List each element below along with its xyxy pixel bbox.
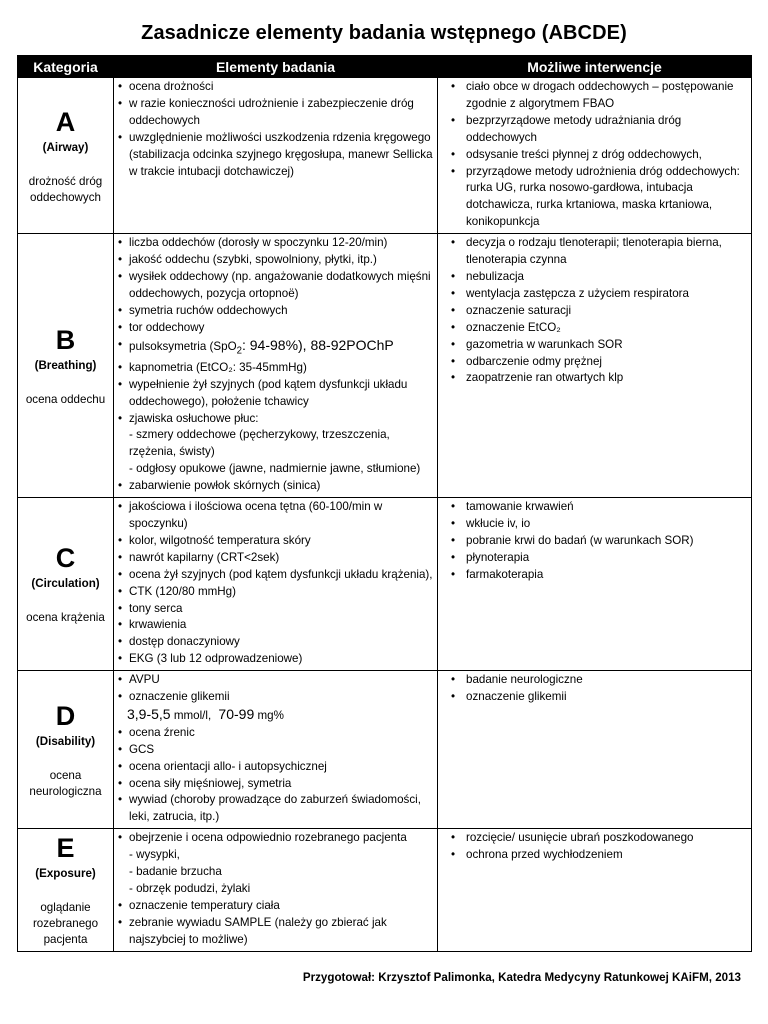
list-item: • farmakoterapia <box>441 567 748 584</box>
list-item: • oznaczenie EtCO₂ <box>441 320 748 337</box>
category-description: ocena krążenia <box>26 611 105 625</box>
category-name: (Disability) <box>35 734 96 748</box>
list-subitem: - wysypki, <box>129 848 180 862</box>
category-name: (Circulation) <box>31 577 100 591</box>
list-item: • zebranie wywiadu SAMPLE (należy go zbierać jak najszybciej to możliwe) <box>117 915 434 949</box>
category-description: ocena neurologiczna <box>29 768 102 798</box>
category-name: (Exposure) <box>35 866 96 880</box>
elements-cell-b <box>114 234 438 498</box>
category-description: ocena oddechu <box>25 392 106 406</box>
category-name: (Airway) <box>42 140 89 154</box>
list-item: • oznaczenie temperatury ciała <box>117 898 434 915</box>
list-item: • krwawienia <box>117 617 434 634</box>
list-item: • jakościowa i ilościowa ocena tętna (60-100/min w spoczynku) <box>117 499 434 533</box>
category-cell-e <box>18 829 114 951</box>
list-subitem: - badanie brzucha <box>129 865 222 879</box>
category-cell-c <box>18 498 114 671</box>
category-description: oglądanie rozebranego pacjenta <box>32 900 99 946</box>
glucose-norms <box>117 706 434 725</box>
author-footer: Przygotował: Krzysztof Palimonka, Katedra Medycyny Ratunkowej KAiFM, 2013 <box>302 971 741 984</box>
list-item: • badanie neurologiczne <box>441 672 748 689</box>
list-item: • ocena siły mięśniowej, symetria <box>117 776 434 793</box>
interventions-cell-a <box>438 78 752 234</box>
interventions-cell-e <box>438 829 752 951</box>
list-item: • ocena żył szyjnych (pod kątem dysfunkcji układu krążenia), <box>117 567 434 584</box>
list-item: • ciało obce w drogach oddechowych – postępowanie zgodnie z algorytmem FBAO <box>441 79 748 113</box>
list-item: • ocena drożności <box>117 79 434 96</box>
list-item: • nebulizacja <box>441 269 748 286</box>
list-item: • symetria ruchów oddechowych <box>117 303 434 320</box>
list-item: • obejrzenie i ocena odpowiednio rozebranego pacjenta <box>117 830 434 847</box>
list-item: • wentylacja zastępcza z użyciem respiratora <box>441 286 748 303</box>
list-item: • rozcięcie/ usunięcie ubrań poszkodowanego <box>441 830 748 847</box>
pulse-prefix: pulsoksymetria (SpO <box>129 339 237 353</box>
elements-cell-e <box>114 829 438 951</box>
list-item: • nawrót kapilarny (CRT<2sek) <box>117 550 434 567</box>
header-interventions: Możliwe interwencje <box>438 56 752 78</box>
category-letter: E <box>56 832 75 863</box>
interventions-cell-b <box>438 234 752 498</box>
elements-cell-c <box>114 498 438 671</box>
list-item: • liczba oddechów (dorosły w spoczynku 12-20/min) <box>117 235 434 252</box>
pulseoximetry-item <box>117 337 434 360</box>
abcde-table <box>17 55 752 952</box>
glucose-mmol-unit: mmol/l, <box>173 708 212 722</box>
list-subitem: - odgłosy opukowe (jawne, nadmiernie jawne, stłumione) <box>129 462 421 476</box>
category-cell-a <box>18 78 114 234</box>
document-title: Zasadnicze elementy badania wstępnego (ABCDE) <box>141 22 627 44</box>
list-item: • zabarwienie powłok skórnych (sinica) <box>117 478 434 495</box>
category-letter: A <box>55 106 76 137</box>
list-item: • jakość oddechu (szybki, spowolniony, płytki, itp.) <box>117 252 434 269</box>
category-cell-b <box>18 234 114 498</box>
pulse-subscript: 2 <box>236 344 242 356</box>
interventions-cell-c <box>438 498 752 671</box>
table-row-circulation <box>18 498 752 671</box>
category-name: (Breathing) <box>34 358 97 372</box>
list-item: • wypełnienie żył szyjnych (pod kątem dysfunkcji układu oddechowego), położenie tchawicy <box>117 377 434 411</box>
list-item: • wywiad (choroby prowadzące do zaburzeń świadomości, leki, zatrucia, itp.) <box>117 792 434 826</box>
list-item: • decyzja o rodzaju tlenoterapii; tlenoterapia bierna, tlenoterapia czynna <box>441 235 748 269</box>
list-item: • tamowanie krwawień <box>441 499 748 516</box>
list-item: • tony serca <box>117 601 434 618</box>
elements-cell-a <box>114 78 438 234</box>
list-item: • płynoterapia <box>441 550 748 567</box>
list-item: • oznaczenie glikemii <box>117 689 434 706</box>
list-item: • odbarczenie odmy prężnej <box>441 354 748 371</box>
list-item: • ocena źrenic <box>117 725 434 742</box>
list-item: • ochrona przed wychłodzeniem <box>441 847 748 864</box>
header-elements: Elementy badania <box>114 56 438 78</box>
list-item: • AVPU <box>117 672 434 689</box>
table-header-row <box>18 56 752 78</box>
glucose-mg-value: 70-99 <box>218 705 255 722</box>
header-category: Kategoria <box>18 56 114 78</box>
list-item: • kolor, wilgotność temperatura skóry <box>117 533 434 550</box>
table-row-disability <box>18 671 752 829</box>
category-letter: B <box>55 324 76 355</box>
list-item: • wkłucie iv, io <box>441 516 748 533</box>
list-item: • ocena orientacji allo- i autopsychicznej <box>117 759 434 776</box>
list-item: • zaopatrzenie ran otwartych klp <box>441 370 748 387</box>
table-row-airway <box>18 78 752 234</box>
list-item: • kapnometria (EtCO₂: 35-45mmHg) <box>117 360 434 377</box>
category-description: drożność dróg oddechowych <box>28 174 103 204</box>
list-item: • oznaczenie glikemii <box>441 689 748 706</box>
category-letter: D <box>55 700 76 731</box>
list-item: • bezprzyrządowe metody udrażniania dróg oddechowych <box>441 113 748 147</box>
list-item: • pobranie krwi do badań (w warunkach SOR) <box>441 533 748 550</box>
glucose-mmol-value: 3,9-5,5 <box>127 705 171 722</box>
list-item: • tor oddechowy <box>117 320 434 337</box>
interventions-cell-d <box>438 671 752 829</box>
table-row-exposure <box>18 829 752 951</box>
category-letter: C <box>55 543 76 574</box>
list-item: • wysiłek oddechowy (np. angażowanie dodatkowych mięśni oddechowych, pozycja ortopnoë) <box>117 269 434 303</box>
list-item: • przyrządowe metody udrożnienia dróg oddechowych: rurka UG, rurka nosowo-gardłowa, intubacja dotchawicza, rurka krtaniowa, maska krtaniowa, konikopunkcja <box>441 164 748 232</box>
table-row-breathing <box>18 234 752 498</box>
list-item: • dostęp donaczyniowy <box>117 634 434 651</box>
list-item: • w razie konieczności udrożnienie i zabezpieczenie dróg oddechowych <box>117 96 434 130</box>
list-item: • GCS <box>117 742 434 759</box>
list-item: • odsysanie treści płynnej z dróg oddechowych, <box>441 147 748 164</box>
list-item: • CTK (120/80 mmHg) <box>117 584 434 601</box>
category-cell-d <box>18 671 114 829</box>
list-item: • gazometria w warunkach SOR <box>441 337 748 354</box>
list-item: • zjawiska osłuchowe płuc: <box>117 411 434 428</box>
list-item: • oznaczenie saturacji <box>441 303 748 320</box>
list-item: • EKG (3 lub 12 odprowadzeniowe) <box>117 651 434 668</box>
elements-cell-d <box>114 671 438 829</box>
glucose-mg-unit: mg% <box>257 708 284 722</box>
list-item: • uwzględnienie możliwości uszkodzenia rdzenia kręgowego (stabilizacja odcinka szyjnego kręgosłupa, manewr Sellicka w trakcie intubacji dotchawiczej) <box>117 130 434 181</box>
list-subitem: - obrzęk podudzi, żylaki <box>129 882 251 895</box>
pulse-suffix: : 94-98%), 88-92POChP <box>241 336 394 353</box>
list-subitem: - szmery oddechowe (pęcherzykowy, trzeszczenia, rzężenia, świsty) <box>129 428 390 459</box>
